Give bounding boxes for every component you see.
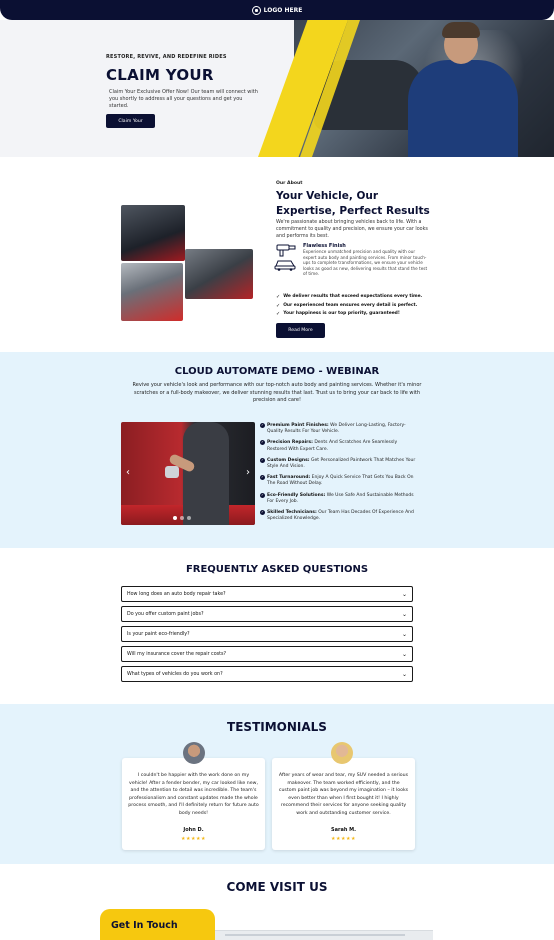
image-slider bbox=[121, 422, 255, 525]
hero-tagline: RESTORE, REVIVE, AND REDEFINE RIDES bbox=[106, 54, 227, 60]
about-photo bbox=[121, 205, 185, 261]
avatar bbox=[331, 742, 353, 764]
service-item: ✓ Custom Designs: Get Personalized Paintwork That Matches Your Style And Vision. bbox=[261, 457, 416, 470]
chevron-down-icon: ⌄ bbox=[401, 650, 407, 658]
slider-next-icon[interactable]: › bbox=[246, 467, 250, 478]
star-rating: ★★★★★ bbox=[181, 836, 206, 842]
slider-dot[interactable] bbox=[180, 516, 184, 520]
services-list bbox=[260, 423, 418, 527]
hero-title: CLAIM YOUR bbox=[106, 66, 214, 84]
check-circle-icon: ✓ bbox=[261, 457, 264, 462]
testimonial-name: John D. bbox=[183, 827, 204, 833]
slider-dot[interactable] bbox=[173, 516, 177, 520]
chevron-down-icon: ⌄ bbox=[401, 590, 407, 598]
logo[interactable] bbox=[252, 6, 303, 15]
service-item: ✓ Eco-Friendly Solutions: We Use Safe And Sustainable Methods For Every Job. bbox=[261, 492, 414, 504]
testimonial-text: I couldn't be happier with the work done on my vehicle! After a fender bender, my car looked like new, and the attention to detail was incredible. The team's professionalism and constant updates made the whole process smooth, and I'll definitely return for future auto body needs! bbox=[128, 773, 259, 816]
about-section bbox=[0, 157, 554, 352]
about-photo-collage bbox=[121, 205, 254, 321]
testimonial-card bbox=[122, 758, 265, 850]
faq-question: How long does an auto body repair take? bbox=[127, 591, 226, 597]
feature-text: Experience unmatched precision and quality with our expert auto body and painting services. From minor touch-ups to complete transformations, we ensure your vehicle looks as good as new, delivering results that stand the test of time. bbox=[303, 249, 428, 277]
testimonial-text: After years of wear and tear, my SUV needed a serious makeover. The team worked efficiently, and the custom paint job was beyond my imagination – it looks even better than when I first bought it! I highly recommend their services for anyone seeking quality work and outstanding customer service. bbox=[278, 773, 409, 816]
demo-title: CLOUD AUTOMATE DEMO - WEBINAR bbox=[174, 366, 380, 377]
faq-question: What types of vehicles do you work on? bbox=[127, 671, 223, 677]
testimonial-card bbox=[272, 758, 415, 850]
service-item: ✓ Premium Paint Finishes: We Deliver Long-Lasting, Factory-Quality Results For Your Vehicle. bbox=[261, 423, 406, 435]
top-navbar bbox=[0, 0, 554, 20]
faq-question: Will my insurance cover the repair costs? bbox=[127, 651, 227, 657]
faq-question: Do you offer custom paint jobs? bbox=[127, 611, 204, 617]
faq-question: Is your paint eco-friendly? bbox=[127, 631, 190, 637]
slider-prev-icon[interactable]: ‹ bbox=[126, 467, 130, 478]
check-circle-icon: ✓ bbox=[261, 475, 264, 480]
demo-section bbox=[0, 352, 554, 548]
logo-text: LOGO HERE bbox=[263, 6, 303, 14]
chevron-down-icon: ⌄ bbox=[401, 610, 407, 618]
about-checklist bbox=[276, 293, 436, 319]
map[interactable] bbox=[215, 930, 433, 940]
check-circle-icon: ✓ bbox=[261, 423, 264, 427]
chevron-down-icon: ⌄ bbox=[401, 670, 407, 678]
testimonials-title: TESTIMONIALS bbox=[227, 720, 327, 734]
check-icon: ✓ bbox=[276, 302, 281, 309]
visit-title: COME VISIT US bbox=[226, 880, 328, 894]
feature-title: Flawless Finish bbox=[303, 243, 346, 249]
faq-item[interactable] bbox=[121, 626, 413, 642]
about-tag: Our About bbox=[276, 181, 303, 186]
about-title: Your Vehicle, Our Expertise, Perfect Results bbox=[276, 190, 430, 217]
service-item: ✓ Skilled Technicians: Our Team Has Decades Of Experience And Specialized Knowledge. bbox=[261, 510, 414, 522]
testimonial-name: Sarah M. bbox=[331, 827, 356, 833]
slider-dot[interactable] bbox=[187, 516, 191, 520]
testimonials-section bbox=[0, 704, 554, 864]
check-item: ✓ Our experienced team ensures every detail is perfect. bbox=[276, 302, 418, 309]
get-in-touch-title: Get In Touch bbox=[111, 920, 178, 931]
star-rating: ★★★★★ bbox=[331, 836, 356, 842]
check-icon: ✓ bbox=[276, 311, 281, 317]
slider-dots bbox=[173, 516, 191, 520]
check-icon: ✓ bbox=[276, 294, 281, 300]
about-photo bbox=[121, 263, 183, 321]
faq-item[interactable] bbox=[121, 646, 413, 662]
check-item: ✓ We deliver results that exceed expectations every time. bbox=[276, 294, 423, 300]
check-circle-icon: ✓ bbox=[261, 492, 264, 497]
logo-icon bbox=[252, 6, 261, 15]
hero-section bbox=[0, 20, 554, 157]
faq-item[interactable] bbox=[121, 666, 413, 682]
claim-button[interactable]: Claim Your bbox=[106, 114, 155, 128]
chevron-down-icon: ⌄ bbox=[401, 630, 407, 638]
spray-gun-icon bbox=[276, 243, 298, 257]
demo-text: Revive your vehicle's look and performance with our top-notch auto body and painting services. Whether it's minor scratches or a full-body makeover, we deliver stunning results that last. Trust us to bring your car back to life with precision and care! bbox=[132, 382, 422, 403]
service-item: ✓ Fast Turnaround: Enjoy A Quick Service That Gets You Back On The Road Without Delay. bbox=[261, 475, 414, 487]
check-item: ✓ Your happiness is our top priority, guaranteed! bbox=[276, 311, 400, 317]
faq-item[interactable] bbox=[121, 606, 413, 622]
about-photo bbox=[185, 249, 253, 299]
get-in-touch-panel bbox=[100, 909, 215, 940]
visit-section bbox=[0, 864, 554, 940]
faq-title: FREQUENTLY ASKED QUESTIONS bbox=[185, 564, 369, 575]
service-item: ✓ Precision Repairs: Dents And Scratches Are Seamlessly Restored With Expert Care. bbox=[261, 440, 398, 452]
car-icon bbox=[274, 257, 296, 271]
check-circle-icon: ✓ bbox=[261, 440, 264, 445]
avatar bbox=[183, 742, 205, 764]
about-text: We're passionate about bringing vehicles back to life. With a commitment to quality and precision, we ensure your car looks and performs its best. bbox=[276, 220, 428, 239]
faq-item[interactable] bbox=[121, 586, 413, 602]
hero-text: Claim Your Exclusive Offer Now! Our team will connect with you shortly to address all your questions and get you started. bbox=[109, 89, 258, 109]
read-more-button[interactable]: Read More bbox=[276, 323, 325, 338]
check-circle-icon: ✓ bbox=[261, 510, 264, 515]
faq-section bbox=[0, 548, 554, 704]
